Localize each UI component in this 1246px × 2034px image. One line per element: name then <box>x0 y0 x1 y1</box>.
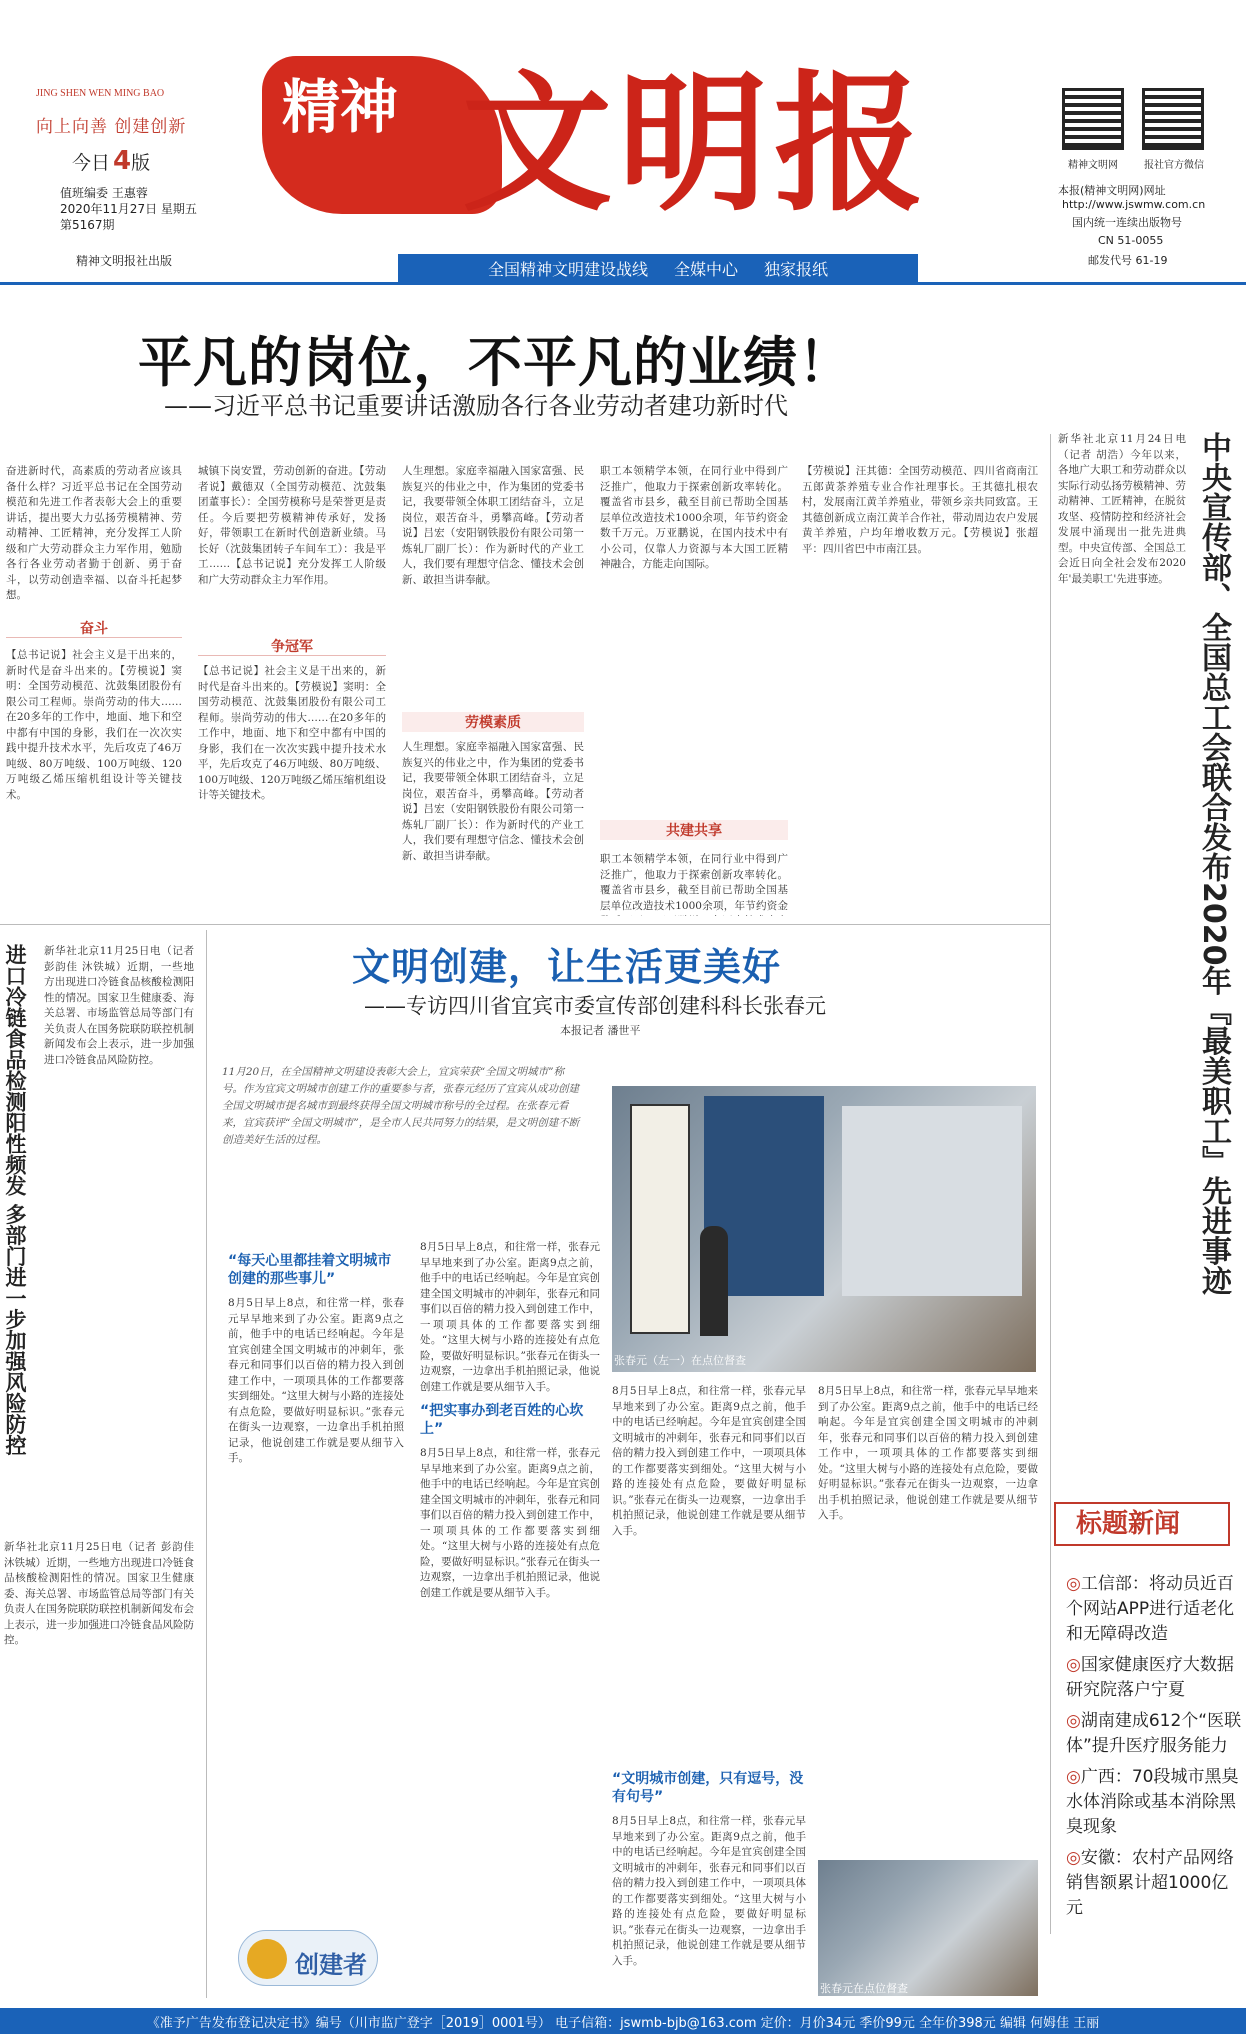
today-label: 今日 <box>72 152 111 174</box>
section-head-zhuguanjun: 争冠军 <box>198 636 386 656</box>
section-head-fendou: 奋斗 <box>6 618 182 638</box>
footer-bar <box>0 2008 1246 2034</box>
seal-text: 精神 <box>282 73 399 141</box>
nav-item-exclusive[interactable]: 独家报纸 <box>764 259 829 279</box>
interview-col-1: 8月5日早上8点，和往常一样，张春元早早地来到了办公室。距离9点之前，他手中的电话已经响起。今年是宜宾创建全国文明城市的冲刺年，张春元和同事们以百倍的精力投入到创建工作中，一项项具体的工作都要落实到细处。“这里大树与小路的连接处有点危险，要做好明显标识。”张春元在街头一边观察，一边拿出手机拍照记录，他说创建工作就是要从细节入手。 <box>228 1297 404 1464</box>
interview-photo-2 <box>818 1860 1038 1996</box>
today-suffix: 版 <box>131 152 151 174</box>
nav-item-media[interactable]: 全媒中心 <box>673 259 738 279</box>
today-count: 4 <box>113 146 132 176</box>
interview-byline: 本报记者 潘世平 <box>560 1024 641 1037</box>
interview-subhead-1: “每天心里都挂着文明城市创建的那些事儿” <box>228 1253 392 1287</box>
interview-col-3b: 8月5日早上8点，和往常一样，张春元早早地来到了办公室。距离9点之前，他手中的电话已经响起。今年是宜宾创建全国文明城市的冲刺年，张春元和同事们以百倍的精力投入到创建工作中，一项项具体的工作都要落实到细处。“这里大树与小路的连接处有点危险，要做好明显标识。”张春元在街头一边观察，一边拿出手机拍照记录，他说创建工作就是要从细节入手。 <box>612 1815 806 1967</box>
left-column-rule <box>206 930 207 1998</box>
masthead-rule <box>0 282 1246 285</box>
interview-col-3a: 8月5日早上8点，和往常一样，张春元早早地来到了办公室。距离9点之前，他手中的电话已经响起。今年是宜宾创建全国文明城市的冲刺年，张春元和同事们以百倍的精力投入到创建工作中，一项项具体的工作都要落实到细处。“这里大树与小路的连接处有点危险，要做好明显标识。”张春元在街头一边观察，一边拿出手机拍照记录，他说创建工作就是要从细节入手。 <box>612 1385 806 1537</box>
top-col-5: 【劳模说】汪其德：全国劳动模范、四川省商南江五郎黄茶养殖专业合作社理事长。王其德扎根农村，发展南江黄羊养殖业，带领乡亲共同致富。王其德创新成立南江黄羊合作社，带动周边农户发展黄羊养殖，户均年增收数万元。【劳模说】张超平：四川省巴中市南江县。 <box>802 465 1038 555</box>
site-label: 本报(精神文明网)网址 <box>1058 184 1166 197</box>
section-head-gongxiang: 共建共享 <box>600 820 788 840</box>
interview-col-4: 8月5日早上8点，和往常一样，张春元早早地来到了办公室。距离9点之前，他手中的电话已经响起。今年是宜宾创建全国文明城市的冲刺年，张春元和同事们以百倍的精力投入到创建工作中，一项项具体的工作都要落实到细处。“这里大树与小路的连接处有点危险，要做好明显标识。”张春元在街头一边观察，一边拿出手机拍照记录，他说创建工作就是要从细节入手。 <box>818 1385 1038 1521</box>
top-col-1: 奋进新时代，高素质的劳动者应该具备什么样？习近平总书记在全国劳动模范和先进工作者表彰大会上的重要讲话，提出要大力弘扬劳模精神、劳动精神、工匠精神，充分发挥工人阶级和广大劳动群众主力军作用，勉励各行各业劳动者勤于创新、勇于奋斗，以劳动创造幸福、以奋斗托起梦想。 <box>6 465 182 601</box>
interview-subhead-3: “文明城市创建，只有逗号，没有句号” <box>612 1771 804 1805</box>
editor-on-duty: 值班编委 王惠蓉 <box>60 186 148 200</box>
main-headline: 平凡的岗位，不平凡的业绩！ <box>138 331 853 394</box>
main-subheadline: ——习近平总书记重要讲话激励各行各业劳动者建功新时代 <box>164 392 788 420</box>
publisher: 精神文明报社出版 <box>76 254 173 268</box>
today-pages <box>72 146 150 176</box>
interview-title: 文明创建，让生活更美好 <box>352 945 782 989</box>
section-divider <box>0 924 1050 925</box>
right-vertical-title: 中央宣传部、全国总工会联合发布2020年『最美职工』先进事迹 <box>1196 432 1231 1296</box>
brief-item[interactable]: ◎广西：70段城市黑臭水体消除或基本消除黑臭现象 <box>1066 1767 1239 1837</box>
section-head-laomo: 劳模素质 <box>402 712 584 732</box>
right-column-rule <box>1050 434 1051 1934</box>
interview-photo-caption: 张春元（左一）在点位督查 <box>614 1354 746 1367</box>
issue-date: 2020年11月27日 星期五 <box>60 202 197 216</box>
site-url[interactable]: http://www.jswmw.com.cn <box>1062 198 1206 211</box>
left-vertical-title: 进口冷链食品检测阳性频发 多部门进一步加强风险防控 <box>3 944 27 1456</box>
interview-photo <box>612 1086 1036 1372</box>
right-vertical-body: 新华社北京11月24日电（记者 胡浩）今年以来，各地广大职工和劳动群众以实际行动弘扬劳模精神、劳动精神、工匠精神，在脱贫攻坚、疫情防控和经济社会发展中涌现出一批先进典型。中央宣传部、全国总工会近日向全社会发布2020年'最美职工'先进事迹。 <box>1058 433 1186 585</box>
qr-code-website[interactable] <box>1062 88 1124 150</box>
left-vertical-body-cont: 新华社北京11月25日电（记者 彭韵佳 沐铁城）近期，一些地方出现进口冷链食品核酸检测阳性的情况。国家卫生健康委、海关总署、市场监管总局等部门有关负责人在国务院联防联控机制新闻发布会上表示，进一步加强进口冷链食品风险防控。 <box>4 1541 194 1646</box>
qr2-label: 报社官方微信 <box>1144 160 1204 171</box>
interview-subtitle: ——专访四川省宜宾市委宣传部创建科科长张春元 <box>364 994 826 1018</box>
footer-text: 《准予广告发布登记决定书》编号（川市监广登字［2019］0001号） 电子信箱：jswmb-bjb@163.com 定价：月价34元 季价99元 全年价398元 编辑 何姆佳 王丽 <box>146 2015 1100 2031</box>
briefs-list <box>1066 1572 1242 1921</box>
brand-latin: JING SHEN WEN MING BAO <box>36 88 165 99</box>
interview-photo2-caption: 张春元在点位督查 <box>820 1982 908 1995</box>
qr1-label: 精神文明网 <box>1068 160 1118 171</box>
interview-intro: 11月20日，在全国精神文明建设表彰大会上，宜宾荣获“全国文明城市”称号。作为宜宾文明城市创建工作的重要参与者，张春元经历了宜宾从成功创建全国文明城市提名城市到最终获得全国文明城市称号的全过程。在张春元看来，宜宾获评“全国文明城市”，是全市人民共同努力的结果，是文明创建不断创造美好生活的过程。 <box>222 1066 580 1146</box>
postal-code: 邮发代号 61-19 <box>1088 254 1168 267</box>
top-col-4: 职工本领精学本领，在同行业中得到广泛推广，他取力于探索创新攻率转化。覆盖省市县乡，截至目前已帮助全国基层单位改造技术1000余项，年节约资金数千万元。万亚鹏说，在国内技术中有小公司，仅靠人力资源与本大国工匠精神融合，方能走向国际。 <box>600 465 788 570</box>
qr-code-wechat[interactable] <box>1142 88 1204 150</box>
brief-item[interactable]: ◎湖南建成612个“医联体”提升医疗服务能力 <box>1066 1711 1242 1756</box>
chuangjian-badge <box>238 1930 378 1986</box>
masthead-slogan: 向上向善 创建创新 <box>36 117 187 137</box>
brief-item[interactable]: ◎国家健康医疗大数据研究院落户宁夏 <box>1066 1655 1234 1700</box>
issue-number: 第5167期 <box>60 218 115 232</box>
nav-item-spirit[interactable]: 全国精神文明建设战线 <box>487 259 648 279</box>
top-col-1b: 【总书记说】社会主义是干出来的，新时代是奋斗出来的。【劳模说】窦明：全国劳动模范、沈鼓集团股份有限公司工程师。崇尚劳动的伟大……在20多年的工作中，地面、地下和空中都有中国的身影，我们在一次次实践中提升技术水平，先后攻克了46万吨级、80万吨级、100万吨级、120万吨级乙烯压缩机组设计等关键技术。 <box>6 649 182 801</box>
top-col-3b: 人生理想。家庭幸福融入国家富强、民族复兴的伟业之中，作为集团的党委书记，我要带领全体职工团结奋斗，立足岗位，艰苦奋斗，勇攀高峰。【劳动者说】吕宏（安阳钢铁股份有限公司第一炼轧厂副厂长）：作为新时代的产业工人，我们要有理想守信念、懂技术会创新、敢担当讲奉献。 <box>402 741 584 862</box>
briefs-title: 标题新闻 <box>1054 1502 1230 1546</box>
cn-label: 国内统一连续出版物号 <box>1072 216 1182 229</box>
top-col-4b: 职工本领精学本领，在同行业中得到广泛推广，他取力于探索创新攻率转化。覆盖省市县乡，截至目前已帮助全国基层单位改造技术1000余项，年节约资金 <box>600 853 788 912</box>
cn-number: CN 51-0055 <box>1098 234 1164 247</box>
interview-subhead-2: “把实事办到老百姓的心坎上” <box>420 1403 584 1437</box>
brief-item[interactable]: ◎安徽：农村产品网络销售额累计超1000亿元 <box>1066 1848 1234 1918</box>
interview-col-2a: 8月5日早上8点，和往常一样，张春元早早地来到了办公室。距离9点之前，他手中的电话已经响起。今年是宜宾创建全国文明城市的冲刺年，张春元和同事们以百倍的精力投入到创建工作中，一项项具体的工作都要落实到细处。“这里大树与小路的连接处有点危险，要做好明显标识。”张春元在街头一边观察，一边拿出手机拍照记录，他说创建工作就是要从细节入手。 <box>420 1241 600 1393</box>
top-col-2b: 【总书记说】社会主义是干出来的，新时代是奋斗出来的。【劳模说】窦明：全国劳动模范、沈鼓集团股份有限公司工程师。崇尚劳动的伟大……在20多年的工作中，地面、地下和空中都有中国的身影，我们在一次次实践中提升技术水平，先后攻克了46万吨级、80万吨级、100万吨级、120万吨级乙烯压缩机组设计等关键技术。 <box>198 665 386 801</box>
brief-item[interactable]: ◎工信部：将动员近百个网站APP进行适老化和无障碍改造 <box>1066 1574 1235 1644</box>
newspaper-title: 文明报 <box>462 56 931 232</box>
left-vertical-body: 新华社北京11月25日电（记者 彭韵佳 沐铁城）近期，一些地方出现进口冷链食品核酸检测阳性的情况。国家卫生健康委、海关总署、市场监管总局等部门有关负责人在国务院联防联控机制新闻发布会上表示，进一步加强进口冷链食品风险防控。 <box>44 945 194 1066</box>
nav-bar <box>398 254 918 282</box>
top-col-3: 人生理想。家庭幸福融入国家富强、民族复兴的伟业之中，作为集团的党委书记，我要带领全体职工团结奋斗，立足岗位，艰苦奋斗，勇攀高峰。【劳动者说】吕宏（安阳钢铁股份有限公司第一炼轧厂副厂长）：作为新时代的产业工人，我们要有理想守信念、懂技术会创新、敢担当讲奉献。 <box>402 465 584 586</box>
chuangjian-text: 创建者 <box>295 1950 367 1979</box>
interview-col-2b: 8月5日早上8点，和往常一样，张春元早早地来到了办公室。距离9点之前，他手中的电话已经响起。今年是宜宾创建全国文明城市的冲刺年，张春元和同事们以百倍的精力投入到创建工作中，一项项具体的工作都要落实到细处。“这里大树与小路的连接处有点危险，要做好明显标识。”张春元在街头一边观察，一边拿出手机拍照记录，他说创建工作就是要从细节入手。 <box>420 1447 600 1599</box>
top-col-2: 城镇下岗安置，劳动创新的奋进。【劳动者说】戴德双（全国劳动模范、沈鼓集团董事长）：全国劳模称号是荣誉更是责任。今后要把劳模精神传承好，发扬好，带领职工在新时代创造新业绩。马长好（沈鼓集团转子车间车工）：我是平工……【总书记说】充分发挥工人阶级和广大劳动群众主力军作用。 <box>198 465 386 586</box>
